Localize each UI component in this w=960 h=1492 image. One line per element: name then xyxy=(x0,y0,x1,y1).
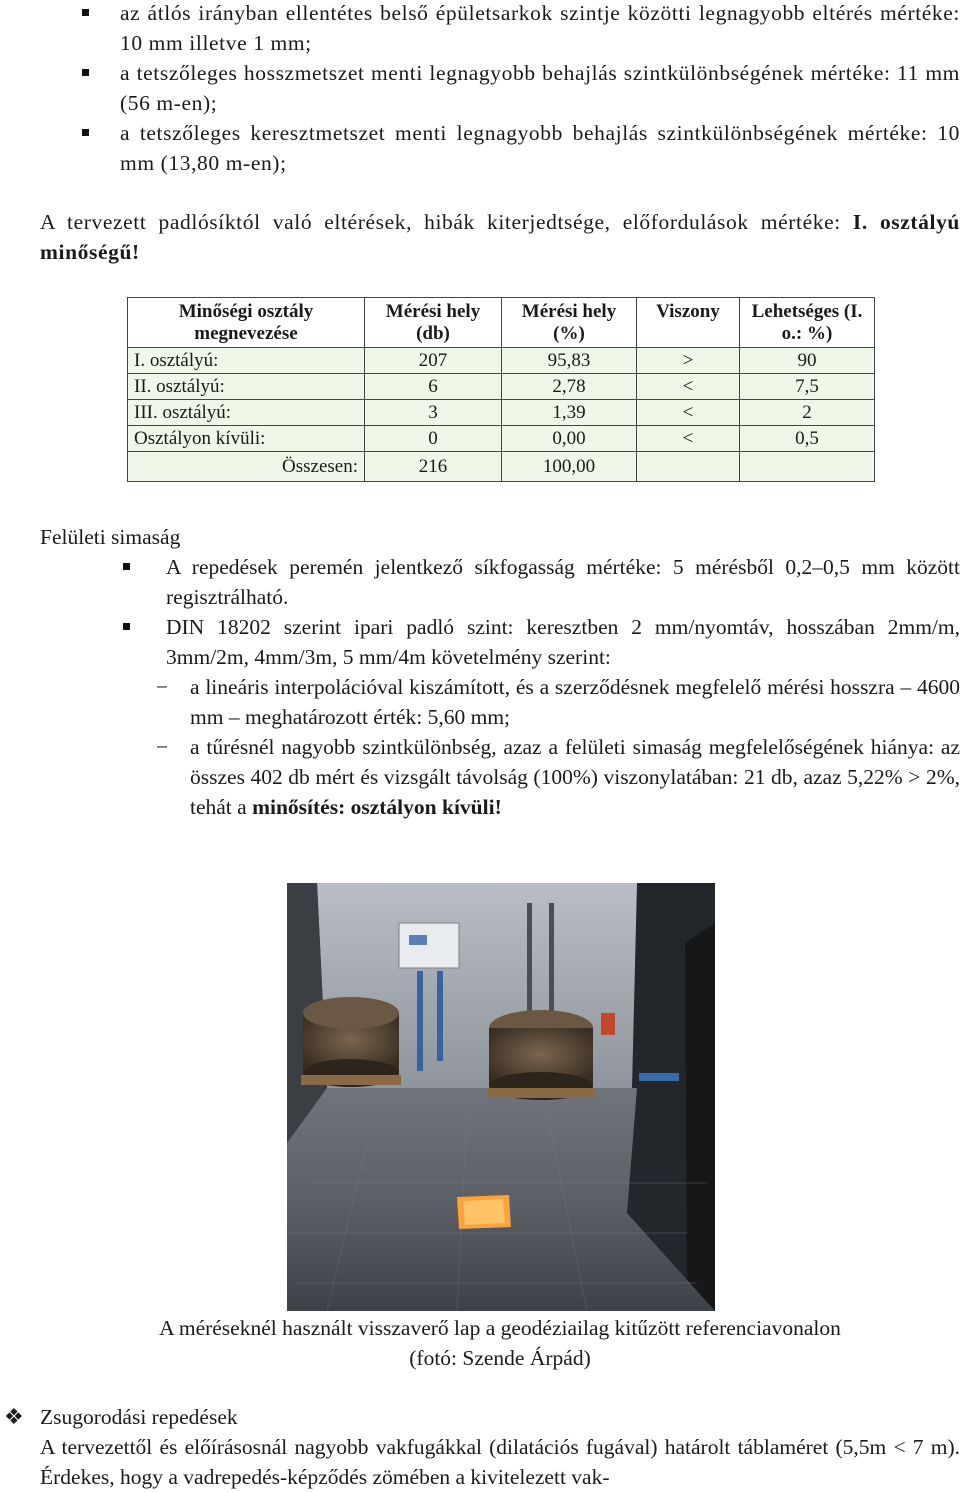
dash-marker: − xyxy=(156,675,169,699)
count-cell: 6 xyxy=(365,374,502,400)
class-cell: III. osztályú: xyxy=(128,400,365,426)
count-cell: 207 xyxy=(365,348,502,374)
table-row xyxy=(128,374,875,400)
section-heading-shrinkage: Zsugorodási repedések xyxy=(40,1405,238,1429)
list-item xyxy=(156,672,960,732)
class-cell: II. osztályú: xyxy=(128,374,365,400)
total-label-cell: Összesen: xyxy=(128,452,365,482)
allowed-cell: 90 xyxy=(740,348,875,374)
percent-cell: 0,00 xyxy=(502,426,637,452)
allowed-cell: 2 xyxy=(740,400,875,426)
deviation-text: A tervezett padlósíktól való eltérések, hibák kiterjedtsége, előfordulások mértéke: xyxy=(40,210,853,234)
deviation-paragraph xyxy=(40,207,960,267)
allowed-cell: 7,5 xyxy=(740,374,875,400)
relation-cell: < xyxy=(637,426,740,452)
total-percent-cell: 100,00 xyxy=(502,452,637,482)
surface-bullet-list xyxy=(0,552,960,822)
photo-caption-line2: (fotó: Szende Árpád) xyxy=(409,1346,591,1370)
col-header-count: Mérési hely (db) xyxy=(365,298,502,348)
deviation-result: I. osztályú minőségű! xyxy=(40,210,960,264)
square-bullet-icon xyxy=(123,623,130,630)
relation-cell: < xyxy=(637,400,740,426)
warehouse-floor-image xyxy=(287,883,715,1311)
list-item-text: A repedések peremén jelentkező síkfogasság mértéke: 5 mérésből 0,2–0,5 mm között regisztrálható. xyxy=(166,555,960,609)
list-item-text: a lineáris interpolációval kiszámított, és a szerződésnek megfelelő mérési hosszra – 4600 mm – meghatározott érték: 5,60 mm; xyxy=(190,675,960,729)
class-cell: Osztályon kívüli: xyxy=(128,426,365,452)
col-header-relation: Viszony xyxy=(637,298,740,348)
class-cell: I. osztályú: xyxy=(128,348,365,374)
dash2-result: minősítés: osztályon kívüli! xyxy=(252,795,502,819)
table-row xyxy=(128,426,875,452)
list-item xyxy=(156,732,960,822)
photo-caption xyxy=(0,1313,960,1373)
relation-cell: > xyxy=(637,348,740,374)
col-header-allowed: Lehetséges (I. o.: %) xyxy=(740,298,875,348)
list-item xyxy=(0,0,960,58)
total-count-cell: 216 xyxy=(365,452,502,482)
dash-sublist xyxy=(156,672,960,822)
list-item-text: a tetszőleges keresztmetszet menti legnagyobb behajlás szintkülönbségének mértéke: 10 mm (13,80 m-en); xyxy=(120,121,960,175)
total-empty-cell xyxy=(740,452,875,482)
table-total-row xyxy=(128,452,875,482)
percent-cell: 1,39 xyxy=(502,400,637,426)
relation-cell: < xyxy=(637,374,740,400)
dash-marker: − xyxy=(156,735,169,759)
allowed-cell: 0,5 xyxy=(740,426,875,452)
square-bullet-icon xyxy=(82,69,89,76)
table-row xyxy=(128,348,875,374)
col-header-class: Minőségi osztály megnevezése xyxy=(128,298,365,348)
quality-class-table xyxy=(127,297,875,482)
list-item xyxy=(0,552,960,612)
list-item-text: az átlós irányban ellentétes belső épületsarkok szintje közötti legnagyobb eltérés mértéke: 10 mm illetve 1 mm; xyxy=(120,1,960,55)
list-item xyxy=(0,118,960,178)
shrinkage-paragraph: A tervezettől és előírásosnál nagyobb vakfugákkal (dilatációs fugával) határolt táblaméret (5,5m < 7 m). Érdekes, hogy a vadrepedés-képződés zömében a kivitelezett vak- xyxy=(40,1435,960,1489)
diamond-bullet-icon: ❖ xyxy=(4,1404,24,1429)
total-empty-cell xyxy=(637,452,740,482)
list-item-text: DIN 18202 szerint ipari padló szint: keresztben 2 mm/nyomtáv, hosszában 2mm/m, 3mm/2m, 4mm/3m, 5 mm/4m követelmény szerint: xyxy=(166,615,960,669)
list-item-text: a tetszőleges hosszmetszet menti legnagyobb behajlás szintkülönbségének mértéke: 11 mm (56 m-en); xyxy=(120,61,960,115)
square-bullet-icon xyxy=(82,9,89,16)
percent-cell: 2,78 xyxy=(502,374,637,400)
count-cell: 3 xyxy=(365,400,502,426)
square-bullet-icon xyxy=(123,563,130,570)
list-item-text xyxy=(190,732,960,822)
list-item xyxy=(0,58,960,118)
reflector-photo xyxy=(287,883,715,1311)
table-row xyxy=(128,400,875,426)
photo-caption-line1: A méréseknél használt visszaverő lap a geodéziailag kitűzött referenciavonalon xyxy=(159,1316,841,1340)
square-bullet-icon xyxy=(82,129,89,136)
measurement-bullet-list xyxy=(0,0,960,178)
dash2-text: a tűrésnél nagyobb szintkülönbség, azaz a felületi simaság megfelelőségének hiánya: az összes 402 db mért és vizsgált távolság (100%) viszonylatában: 21 db, azaz 5,22% > 2%, tehát a xyxy=(190,735,960,819)
col-header-percent: Mérési hely (%) xyxy=(502,298,637,348)
count-cell: 0 xyxy=(365,426,502,452)
table-header-row xyxy=(128,298,875,348)
section-heading-surface: Felületi simaság xyxy=(40,525,181,549)
list-item xyxy=(0,612,960,822)
percent-cell: 95,83 xyxy=(502,348,637,374)
